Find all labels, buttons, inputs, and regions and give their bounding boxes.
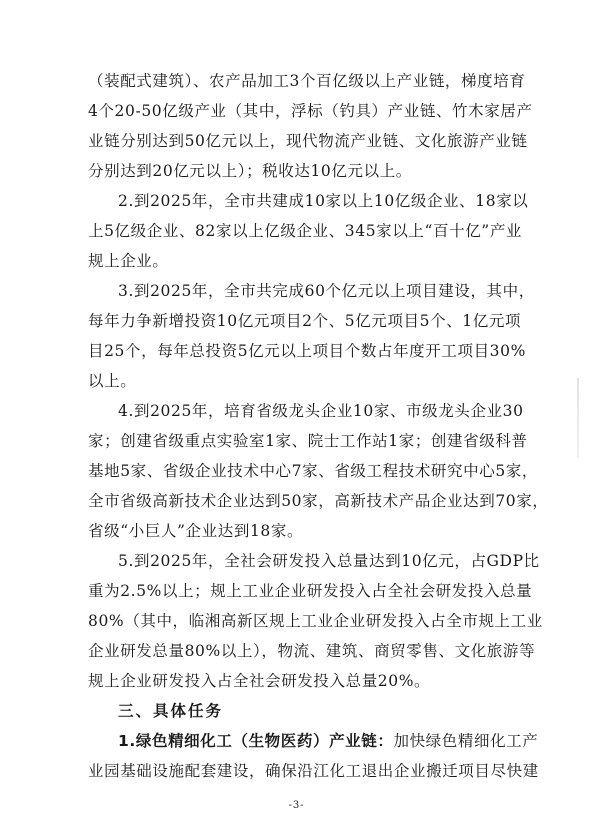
paragraph-line: 3.到2025年，全市共完成60个亿元以上项目建设，其中， (118, 282, 535, 300)
scan-artifact (577, 378, 579, 458)
paragraph-line: 业链分别达到50亿元以上，现代物流产业链、文化旅游产业链 (88, 132, 528, 150)
task-lead: 1.绿色精细化工（生物医药）产业链： (118, 732, 394, 750)
paragraph-line: 分别达到20亿元以上）；税收达10亿元以上。 (88, 162, 412, 180)
paragraph-line: 规上企业研发投入占全社会研发投入总量20%。 (88, 672, 431, 690)
task-paragraph-line (118, 731, 539, 751)
paragraph-line: 以上。 (88, 372, 137, 390)
paragraph-line: 4个20-50亿级产业（其中，浮标（钓具）产业链、竹木家居产 (88, 102, 533, 120)
paragraph-line: 4.到2025年，培育省级龙头企业10家、市级龙头企业30 (118, 402, 524, 420)
task-text: 加快绿色精细化工产 (393, 732, 539, 750)
paragraph-line: 上5亿级企业、82家以上亿级企业、345家以上“百十亿”产业 (88, 222, 523, 240)
paragraph-line: 80%（其中，临湘高新区规上工业企业研发投入占全市规上工业 (88, 612, 543, 630)
paragraph-line: 全市省级高新技术企业达到50家，高新技术产品企业达到70家， (88, 492, 549, 510)
paragraph-line: 企业研发总量80%以上），物流、建筑、商贸零售、文化旅游等 (88, 642, 536, 660)
paragraph-line: 重为2.5%以上；规上工业企业研发投入占全社会研发投入总量 (88, 582, 533, 600)
paragraph-line: 家；创建省级重点实验室1家、院士工作站1家；创建省级科普 (88, 432, 528, 450)
paragraph-line: 规上企业。 (88, 252, 169, 270)
task-paragraph-line: 业园基础设施配套建设，确保沿江化工退出企业搬迁项目尽快建 (88, 762, 539, 780)
paragraph-line: 基地5家、省级企业技术中心7家、省级工程技术研究中心5家， (88, 462, 538, 480)
section-heading: 三、具体任务 (118, 702, 224, 720)
paragraph-line: 目25个，每年总投资5亿元以上项目个数占年度开工项目30% (88, 342, 526, 360)
page-number: -3- (288, 800, 305, 811)
paragraph-line: （装配式建筑）、农产品加工3个百亿级以上产业链，梯度培育 (88, 72, 526, 90)
paragraph-line: 2.到2025年，全市共建成10家以上10亿级企业、18家以 (118, 192, 529, 210)
paragraph-line: 5.到2025年，全社会研发投入总量达到10亿元，占GDP比 (118, 552, 540, 570)
paragraph-line: 省级“小巨人”企业达到18家。 (88, 522, 304, 540)
paragraph-line: 每年力争新增投资10亿元项目2个、5亿元项目5个、1亿元项 (88, 312, 522, 330)
